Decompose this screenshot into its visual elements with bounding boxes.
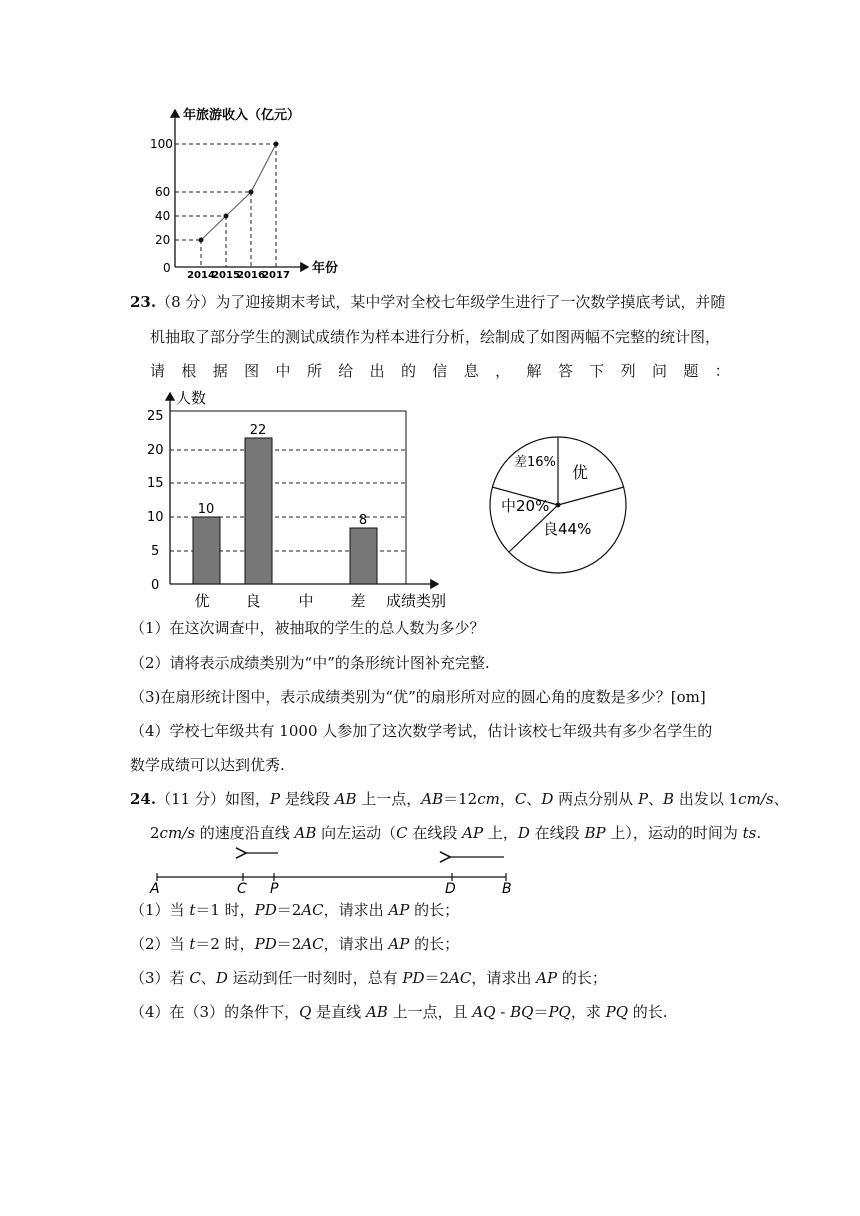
text: ，请求出 [471, 969, 537, 987]
q23-sub4: （4）学校七年级共有 1000 人参加了这次数学考试，估计该校七年级共有多少名学生的 [130, 722, 713, 740]
char: 出 [369, 362, 385, 380]
unit: cm [477, 790, 500, 808]
char: 根 [181, 362, 197, 380]
char: 的 [401, 362, 417, 380]
y-tick-label: 5 [151, 544, 160, 559]
var: AC [301, 901, 324, 919]
text: 、 [526, 790, 542, 808]
var: AP [388, 935, 410, 953]
x-tick-label: 2015 [212, 270, 240, 280]
var: PQ [605, 1003, 629, 1021]
text: （2）当 [130, 935, 190, 953]
unit: cm/s [738, 790, 774, 808]
var: Q [299, 1003, 312, 1021]
text: 的速度沿直线 [194, 824, 295, 842]
text: ＝2 [424, 969, 450, 987]
text: ＝12 [443, 790, 478, 808]
var: ts [742, 824, 757, 842]
text: 上一点，且 [387, 1003, 473, 1021]
char: 题 [683, 362, 699, 380]
text: （1）当 [130, 901, 190, 919]
text: ＝ [533, 1003, 549, 1021]
var: PD [254, 901, 277, 919]
var: AP [388, 901, 410, 919]
text: 的长； [557, 969, 607, 987]
data-point [249, 190, 254, 195]
q23-line3 [150, 361, 730, 381]
var: BQ [510, 1003, 534, 1021]
text: - [495, 1003, 511, 1021]
q23-points: （8 分） [156, 293, 216, 311]
text: 在线段 [407, 824, 463, 842]
char: 图 [244, 362, 260, 380]
y-axis-label: 人数 [176, 389, 207, 407]
text: 、 [200, 969, 216, 987]
x-tick-label: 2014 [187, 270, 215, 280]
bar-liang [245, 438, 272, 584]
q24-points: （11 分） [156, 790, 225, 808]
var: P [637, 790, 649, 808]
q23-text: 为了迎接期末考试，某中学对全校七年级学生进行了一次数学摸底考试，并随 [215, 293, 726, 311]
q23-number: 23. [130, 293, 157, 311]
category-label: 中 [298, 592, 314, 610]
var: C [514, 790, 527, 808]
text: （3）若 [130, 969, 190, 987]
y-tick-label: 25 [147, 409, 164, 424]
text: 2 [150, 824, 160, 842]
text: 的长； [409, 901, 460, 919]
text: ，请求出 [323, 901, 389, 919]
var: P [269, 790, 281, 808]
x-axis-label: 成绩类别 [386, 592, 447, 610]
text: 是直线 [311, 1003, 366, 1021]
char: 请 [150, 362, 166, 380]
text: 运动到任一时刻时，总有 [227, 969, 403, 987]
bar-value-label: 22 [249, 423, 267, 438]
char: ， [495, 362, 511, 380]
data-point [274, 142, 279, 147]
q24-sub1 [130, 900, 459, 920]
x-tick-label: 2017 [262, 270, 290, 280]
text: ，求 [570, 1003, 606, 1021]
bar-value-label: 8 [358, 513, 368, 528]
var: AQ [472, 1003, 496, 1021]
pie-label-liang: 良44% [543, 520, 592, 538]
y-tick-label: 0 [151, 578, 160, 593]
text: 向左运动（ [316, 824, 397, 842]
char: 中 [275, 362, 291, 380]
var: AB [421, 790, 444, 808]
var: PD [402, 969, 425, 987]
q24-sub4 [130, 1002, 668, 1022]
char: 列 [620, 362, 636, 380]
text: 如图， [224, 790, 270, 808]
q23-line2: 机抽取了部分学生的测试成绩作为样本进行分析，绘制成了如图两幅不完整的统计图， [150, 328, 721, 346]
char: 下 [589, 362, 605, 380]
unit: cm/s [159, 824, 195, 842]
char: 息 [463, 362, 479, 380]
text: 出发以 1 [674, 790, 739, 808]
point-c-label: C [237, 881, 247, 895]
q24-number: 24. [130, 790, 157, 808]
char: 问 [652, 362, 668, 380]
segment-diagram [145, 840, 525, 895]
text: 上， [483, 824, 518, 842]
q23-sub4-cont: 数学成绩可以达到优秀. [130, 756, 285, 774]
y-tick-label: 10 [147, 510, 164, 525]
char: 答 [557, 362, 573, 380]
text: ＝1 时， [195, 901, 255, 919]
point-b-label: B [502, 881, 512, 895]
grade-bar-chart [140, 385, 460, 615]
pie-label-cha: 差16% [514, 455, 556, 470]
tourism-line-chart [150, 100, 370, 280]
var: t [189, 901, 196, 919]
var: AP [462, 824, 484, 842]
char: ： [714, 362, 730, 380]
var: C [189, 969, 201, 987]
var: D [541, 790, 554, 808]
var: B [663, 790, 675, 808]
var: D [215, 969, 228, 987]
point-a-label: A [150, 881, 160, 895]
y-tick-label: 15 [147, 476, 164, 491]
y-tick-label: 60 [155, 185, 171, 199]
grade-pie-chart [485, 432, 635, 582]
text: 在线段 [529, 824, 585, 842]
text: ＝2 [276, 901, 302, 919]
q23-sub2: （2）请将表示成绩类别为“中”的条形统计图补充完整. [130, 654, 490, 672]
char: 给 [338, 362, 354, 380]
char: 所 [306, 362, 322, 380]
text: ，请求出 [323, 935, 389, 953]
q24-line1 [130, 789, 789, 809]
var: AB [334, 790, 357, 808]
bar-value-label: 10 [197, 502, 215, 517]
var: PD [254, 935, 277, 953]
q23-sub3: （3)在扇形统计图中，表示成绩类别为“优”的扇形所对应的圆心角的度数是多少？[om] [130, 688, 706, 706]
var: AC [301, 935, 324, 953]
text: 上），运动的时间为 [605, 824, 743, 842]
var: AC [449, 969, 472, 987]
text: 是线段 [280, 790, 335, 808]
var: PQ [548, 1003, 571, 1021]
category-label: 良 [245, 592, 261, 610]
bar-cha [350, 528, 377, 584]
origin-label: 0 [163, 261, 171, 275]
pie-label-zhong: 中20% [501, 497, 550, 515]
category-label: 差 [350, 592, 366, 610]
q23-line1 [130, 292, 725, 312]
x-tick-label: 2016 [237, 270, 265, 280]
point-p-label: P [270, 881, 279, 895]
var: t [189, 935, 196, 953]
y-axis-label: 年旅游收入（亿元） [183, 108, 301, 123]
var: C [396, 824, 408, 842]
var: AB [294, 824, 317, 842]
data-point [199, 238, 204, 243]
pie-center [556, 503, 561, 508]
var: AB [365, 1003, 388, 1021]
guide-lines [175, 144, 276, 267]
text: ＝2 [276, 935, 302, 953]
y-tick-label: 20 [155, 233, 171, 247]
category-label: 优 [194, 592, 210, 610]
var: D [517, 824, 530, 842]
text: 的长. [628, 1003, 668, 1021]
text: . [756, 824, 762, 842]
q24-sub3 [130, 968, 607, 988]
y-tick-label: 40 [155, 209, 171, 223]
pie-label-you: 优 [572, 463, 589, 482]
y-tick-label: 100 [150, 137, 173, 151]
text: （4）在（3）的条件下， [130, 1003, 300, 1021]
q23-sub1: （1）在这次调查中，被抽取的学生的总人数为多少？ [130, 619, 485, 637]
char: 信 [432, 362, 448, 380]
y-tick-label: 20 [147, 443, 164, 458]
var: BP [584, 824, 606, 842]
var: AP [536, 969, 558, 987]
text: 的长； [409, 935, 460, 953]
text: 上一点， [356, 790, 422, 808]
x-axis-label: 年份 [312, 261, 339, 276]
text: ， [499, 790, 515, 808]
text: 、 [648, 790, 664, 808]
q24-sub2 [130, 934, 459, 954]
point-d-label: D [445, 881, 456, 895]
text: ＝2 时， [195, 935, 255, 953]
text: 、 [773, 790, 789, 808]
char: 解 [526, 362, 542, 380]
text: 两点分别从 [553, 790, 638, 808]
data-point [224, 214, 229, 219]
char: 据 [212, 362, 228, 380]
bar-you [193, 517, 220, 584]
